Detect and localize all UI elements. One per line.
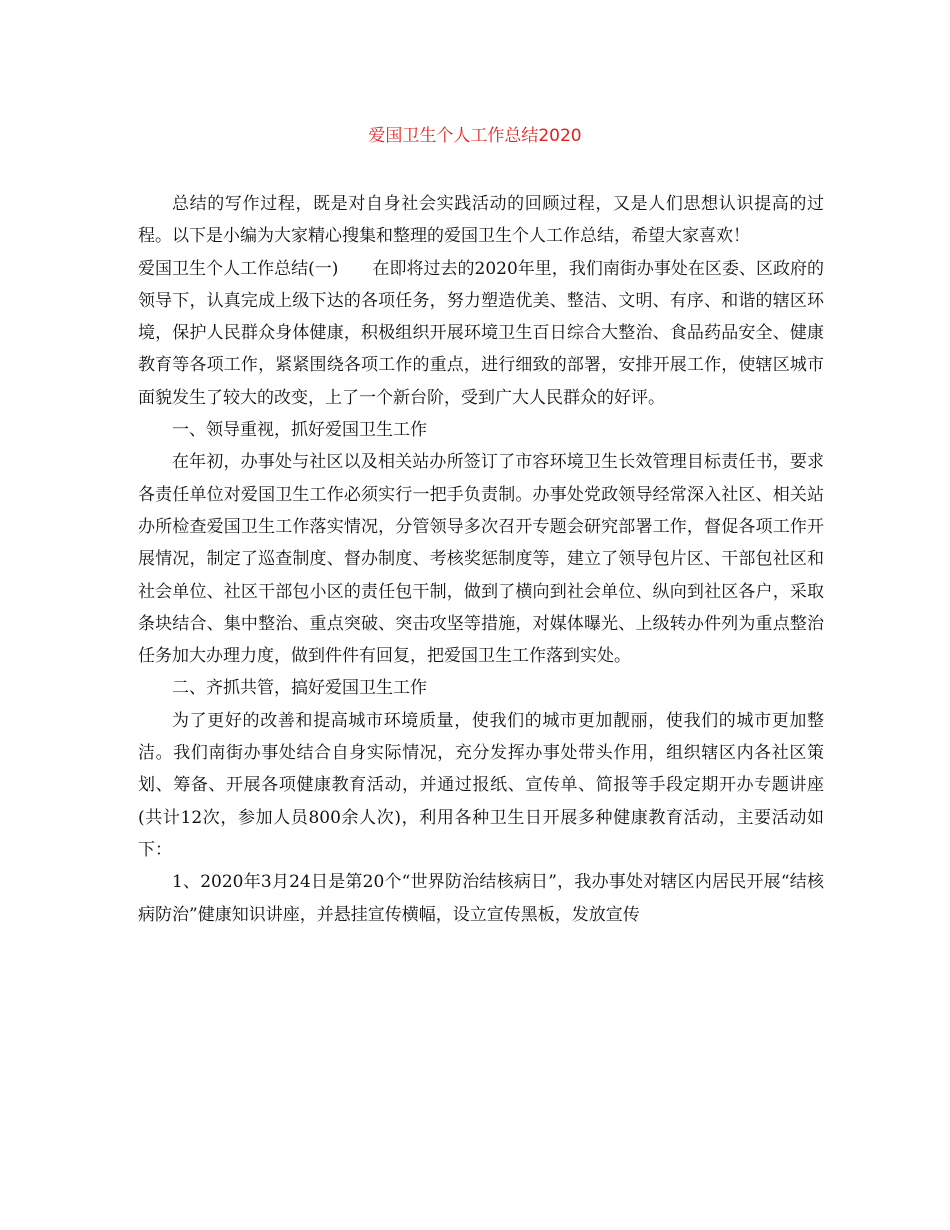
section-one-text: 在即将过去的2020年里，我们南街办事处在区委、区政府的领导下，认真完成上级下达的各项任务，努力塑造优美、整洁、文明、有序、和谐的辖区环境，保护人民群众身体健康，积极组织开展环境卫生百日综合大整治、食品药品安全、健康教育等各项工作，紧紧围绕各项工作的重点，进行细致的部署，安排开展工作，使辖区城市面貌发生了较大的改变，上了一个新台阶，受到广大人民群众的好评。 <box>138 258 825 408</box>
document-body <box>138 188 824 931</box>
intro-paragraph: 总结的写作过程，既是对自身社会实践活动的回顾过程，又是人们思想认识提高的过程。以下是小编为大家精心搜集和整理的爱国卫生个人工作总结，希望大家喜欢！ <box>138 194 824 247</box>
section-one-heading: 爱国卫生个人工作总结(一) <box>138 258 339 279</box>
paragraph-leadership: 在年初，办事处与社区以及相关站办所签订了市容环境卫生长效管理目标责任书，要求各责任单位对爱国卫生工作必须实行一把手负责制。办事处党政领导经常深入社区、相关站办所检查爱国卫生工作落实情况，分管领导多次召开专题会研究部署工作，督促各项工作开展情况，制定了巡查制度、督办制度、考核奖惩制度等，建立了领导包片区、干部包社区和社会单位、社区干部包小区的责任包干制，做到了横向到社会单位、纵向到社区各户，采取条块结合、集中整治、重点突破、突击攻坚等措施，对媒体曝光、上级转办件列为重点整治任务加大办理力度，做到件件有回复，把爱国卫生工作落到实处。 <box>138 452 824 667</box>
document-title: 爱国卫生个人工作总结2020 <box>368 126 582 146</box>
paragraph-joint-management: 为了更好的改善和提高城市环境质量，使我们的城市更加靓丽，使我们的城市更加整洁。我们南街办事处结合自身实际情况，充分发挥办事处带头作用，组织辖区内各社区策划、筹备、开展各项健康教育活动，并通过报纸、宣传单、简报等手段定期开办专题讲座(共计12次，参加人员800余人次)，利用各种卫生日开展多种健康教育活动，主要活动如下： <box>138 710 824 860</box>
paragraph-activity-1: 1、2020年3月24日是第20个“世界防治结核病日”，我办事处对辖区内居民开展“结核病防治”健康知识讲座，并悬挂宣传横幅，设立宣传黑板，发放宣传 <box>138 872 824 925</box>
section-one-paragraph <box>138 253 824 414</box>
heading-joint-management: 二、齐抓共管，搞好爱国卫生工作 <box>172 678 427 699</box>
heading-leadership: 一、领导重视，抓好爱国卫生工作 <box>172 420 427 441</box>
